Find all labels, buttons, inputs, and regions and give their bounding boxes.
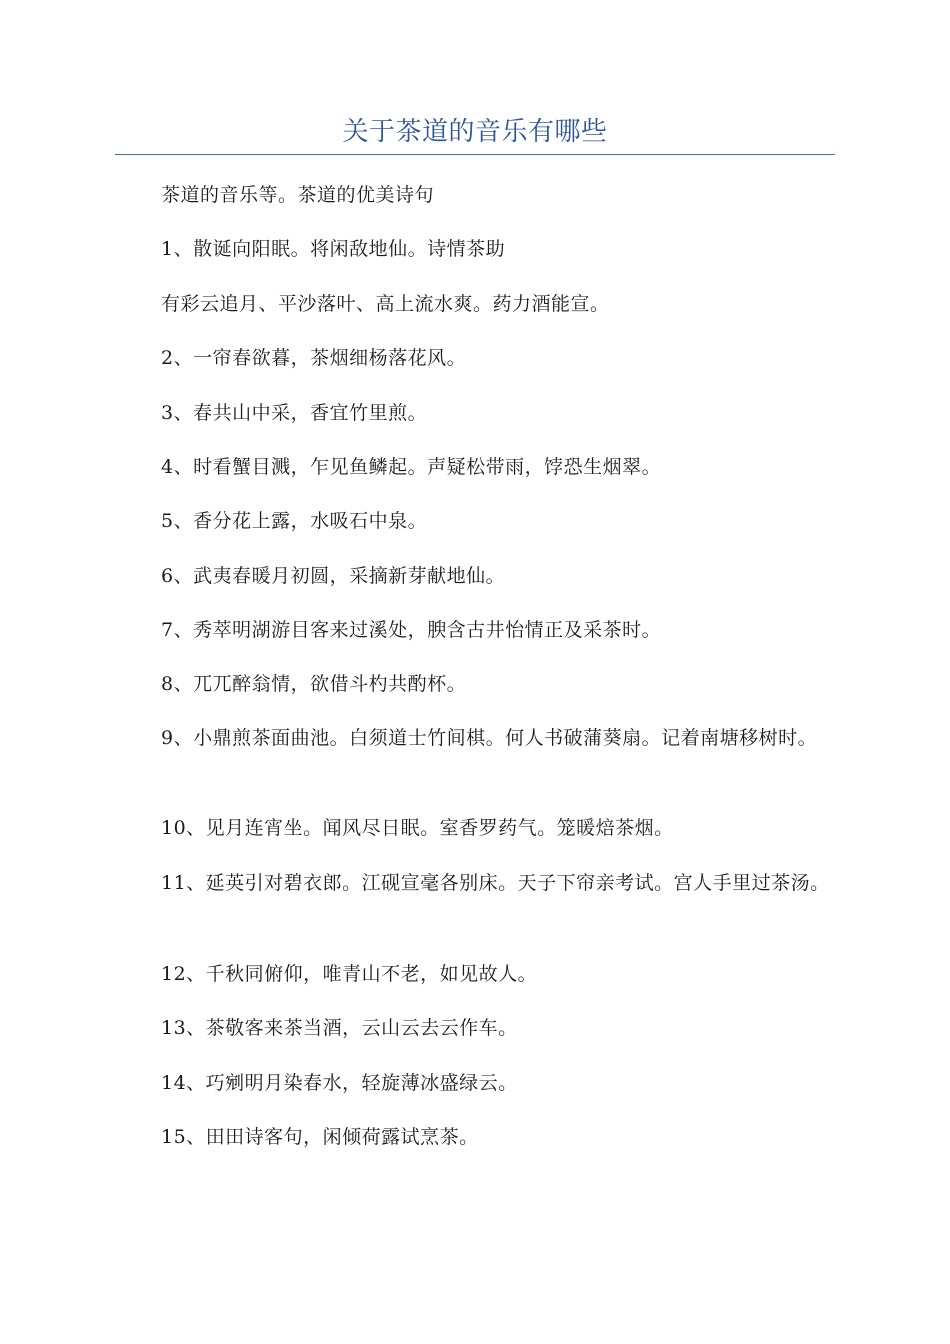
paragraph: 7、秀萃明湖游目客来过溪处，腴含古井怡情正及采茶时。 — [161, 619, 662, 641]
paragraph: 茶道的音乐等。茶道的优美诗句 — [161, 184, 435, 206]
document-title: 关于茶道的音乐有哪些 — [342, 117, 608, 147]
paragraph: 14、巧剜明月染春水，轻旋薄冰盛绿云。 — [161, 1072, 518, 1094]
paragraph: 4、时看蟹目溅，乍见鱼鳞起。声疑松带雨，饽恐生烟翠。 — [161, 456, 662, 478]
paragraph: 6、武夷春暖月初圆，采摘新芽献地仙。 — [161, 565, 506, 587]
paragraph: 1、散诞向阳眠。将闲敌地仙。诗情茶助 — [161, 238, 506, 260]
paragraph: 15、田田诗客句，闲倾荷露试烹茶。 — [161, 1126, 479, 1148]
paragraph: 有彩云追月、平沙落叶、高上流水爽。药力酒能宣。 — [161, 293, 610, 315]
paragraph: 8、兀兀醉翁情，欲借斗杓共酌杯。 — [161, 673, 467, 695]
paragraph: 13、茶敬客来茶当酒，云山云去云作车。 — [161, 1017, 518, 1039]
paragraph: 3、春共山中采，香宜竹里煎。 — [161, 402, 428, 424]
paragraph: 12、千秋同俯仰，唯青山不老，如见故人。 — [161, 963, 538, 985]
paragraph: 5、香分花上露，水吸石中泉。 — [161, 510, 428, 532]
title-underline — [115, 154, 835, 155]
paragraph: 10、见月连宵坐。闻风尽日眠。室香罗药气。笼暖焙茶烟。 — [161, 817, 674, 839]
paragraph: 11、延英引对碧衣郎。江砚宣毫各别床。天子下帘亲考试。宫人手里过茶汤。 — [161, 872, 830, 894]
paragraph: 9、小鼎煎茶面曲池。白须道士竹间棋。何人书破蒲葵扇。记着南塘移树时。 — [161, 727, 818, 749]
paragraph: 2、一帘春欲暮，茶烟细杨落花风。 — [161, 347, 467, 369]
